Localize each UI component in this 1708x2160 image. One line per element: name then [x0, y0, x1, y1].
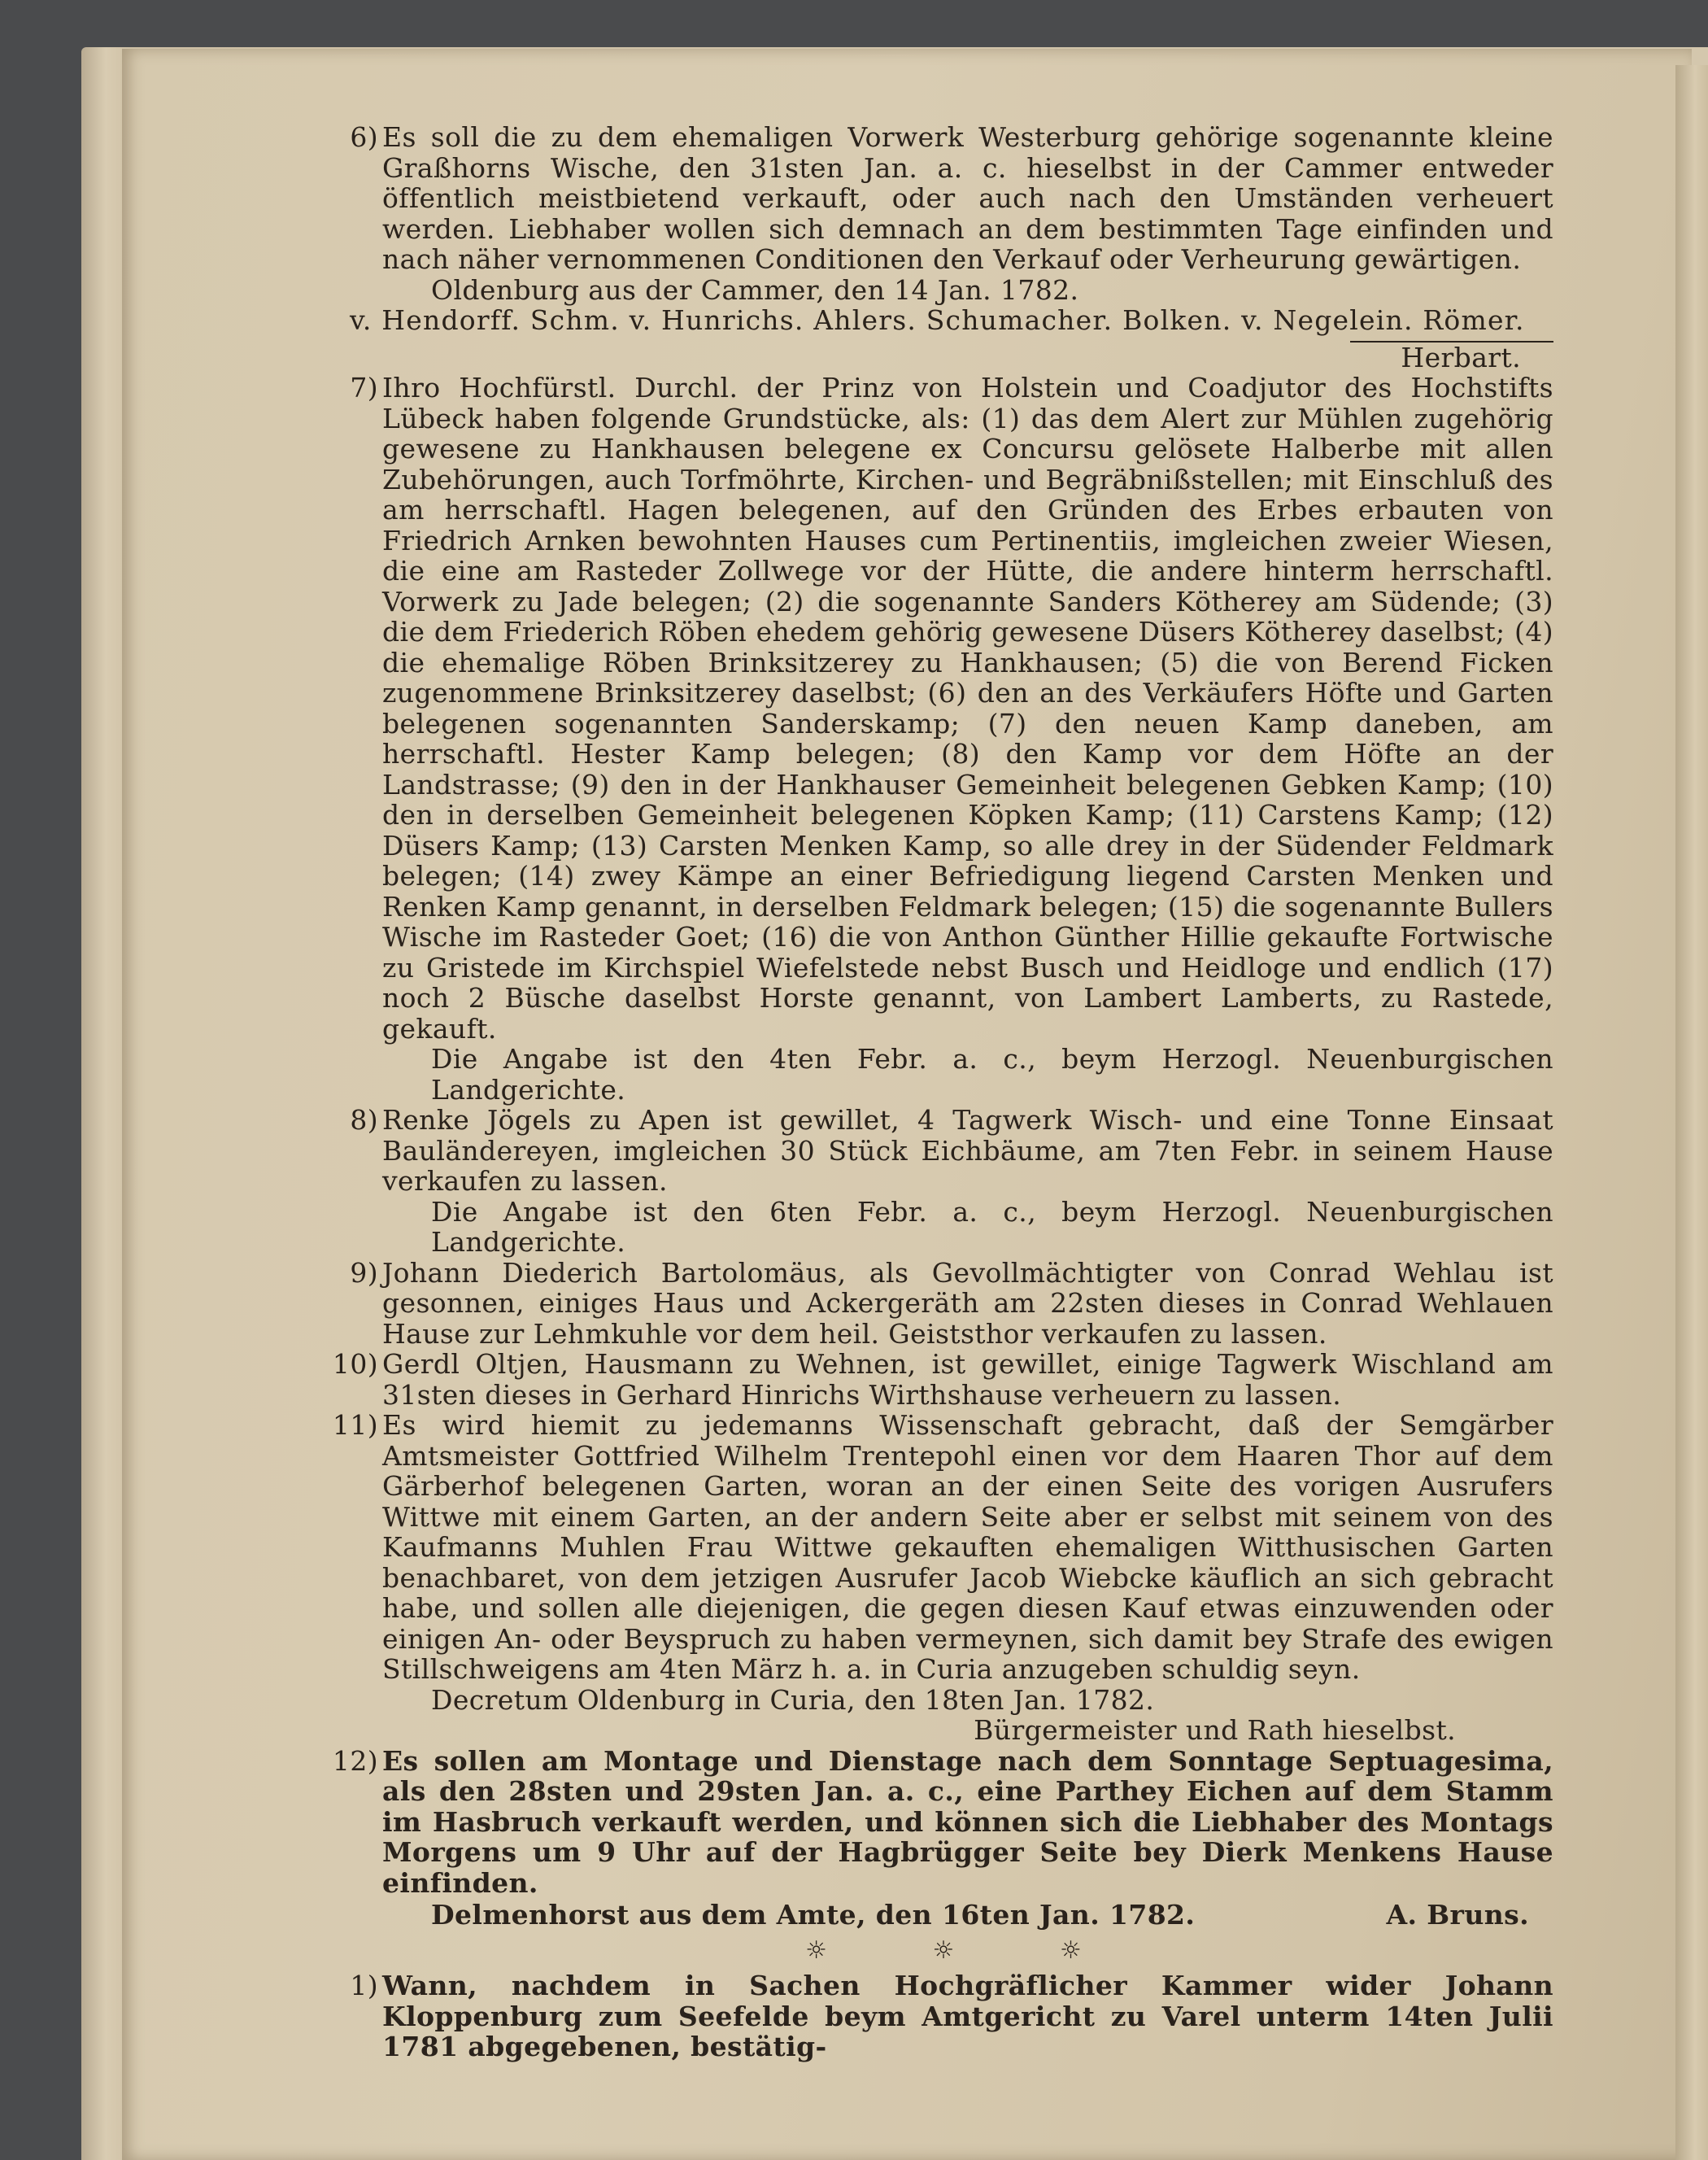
signatures: Bürgermeister und Rath hieselbst.: [974, 1714, 1456, 1746]
entry-place: Delmenhorst aus dem Amte, den 16ten Jan. 1782.: [431, 1899, 1196, 1931]
place-signature-line: [382, 1900, 1553, 1931]
entry-number: 11): [332, 1409, 378, 1441]
entry-number: 9): [350, 1256, 378, 1289]
signatures: A. Bruns.: [1386, 1899, 1529, 1931]
entry-place: Decretum Oldenburg in Curia, den 18ten Jan. 1782.: [431, 1683, 1155, 1716]
entry-text: Ihro Hochfürstl. Durchl. der Prinz von Holstein und Coadjutor des Hochstifts Lübeck haben folgende Grundstücke, als: (1) das dem Alert zur Mühlen zugehörig gewesene zu Hankhausen belegene ex Concursu gelösete Halberbe mit allen Zubehörungen, auch Torfmöhrte, Kirchen- und Begräbnißstellen; mit Einschluß des am herrschaftl. Hagen belegenen, auf den Gründen des Erbes erbauten von Friedrich Arnken bewohnten Hauses cum Pertinentiis, imgleichen zweier Wiesen, die eine am Rasteder Zollwege vor der Hütte, die andere hinterm herrschaftl. Vorwerk zu Jade belegen; (2) die sogenannte Sanders Kötherey am Südende; (3) die dem Friederich Röben ehedem gehörig gewesene Düsers Kötherey daselbst; (4) die ehemalige Röben Brinksitzerey zu Hankhausen; (5) die von Berend Ficken zugenommene Brinksitzerey daselbst; (6) den an des Verkäufers Höfte und Garten belegenen sogenannten Sanderskamp; (7) den neuen Kamp daneben, am herrschaftl. Hester Kamp belegen; (8) den Kamp vor dem Höfte an der Landstrasse; (9) den in der Hankhauser Gemeinheit belegenen Gebken Kamp; (10) den in derselben Gemeinheit belegenen Köpken Kamp; (11) Carstens Kamp; (12) Düsers Kamp; (13) Carsten Menken Kamp, so alle drey in der Südender Feldmark belegen; (14) zwey Kämpe an einer Befriedigung liegend Carsten Menken und Renken Kamp genannt, in derselben Feldmark belegen; (15) die sogenannte Bullers Wische im Rasteder Goet; (16) die von Anthon Günther Hillie gekaufte Fortwische zu Gristede im Kirchspiel Wiefelstede nebst Busch und Heidloge und endlich (17) noch 2 Büsche daselbst Horste genannt, von Lambert Lamberts, zu Rastede, gekauft.: [382, 372, 1553, 1045]
entry-number: 8): [350, 1104, 378, 1136]
entry-place: Oldenburg aus der Cammer, den 14 Jan. 1782.: [431, 273, 1079, 306]
ornament-stars: ☼ ☼ ☼: [805, 1935, 1131, 1965]
entry-number: 6): [350, 121, 378, 153]
entry-8: [350, 1104, 1553, 1258]
entry-next-section: [350, 1970, 1553, 2062]
entry-9: [350, 1256, 1553, 1350]
entry-7: [350, 372, 1553, 1106]
entry-text: Es sollen am Montage und Dienstage nach dem Sonntage Septuagesima, als den 28sten und 29sten Jan. a. c., eine Parthey Eichen auf dem Stamm im Hasbruch verkauft werden, und können sich die Liebhaber des Montags Morgens um 9 Uhr auf der Hagbrügger Seite bey Dierk Menkens Hause einfinden.: [382, 1744, 1553, 1899]
entry-10: [332, 1348, 1553, 1411]
page-text: [332, 121, 1553, 2062]
entry-angabe: Die Angabe ist den 6ten Febr. a. c., beym Herzogl. Neuenburgischen Landgerichte.: [431, 1195, 1553, 1258]
entry-number: 10): [332, 1348, 378, 1380]
entry-number: 7): [350, 372, 378, 404]
entry-text: Wann, nachdem in Sachen Hochgräflicher Kammer wider Johann Kloppenburg zum Seefelde beym Amtgericht zu Varel unterm 14ten Julii 1781 abgegebenen, bestätig-: [382, 1970, 1553, 2062]
entry-text: Johann Diederich Bartolomäus, als Gevollmächtigter von Conrad Wehlau ist gesonnen, einiges Haus und Ackergeräth am 22sten dieses in Conrad Wehlauen Hause zur Lehmkuhle vor dem heil. Geiststhor verkaufen zu lassen.: [382, 1256, 1553, 1350]
entry-11: [332, 1409, 1553, 1746]
entry-6: [350, 121, 1553, 373]
signature: Herbart.: [1401, 341, 1521, 373]
signatures: v. Hendorff. Schm. v. Hunrichs. Ahlers. Schumacher. Bolken. v. Negelein. Römer.: [350, 304, 1525, 336]
entry-text: Renke Jögels zu Apen ist gewillet, 4 Tagwerk Wisch- und eine Tonne Einsaat Bauländereyen, imgleichen 30 Stück Eichbäume, am 7ten Febr. in seinem Hause verkaufen zu lassen.: [382, 1104, 1553, 1197]
entry-text: Gerdl Oltjen, Hausmann zu Wehnen, ist gewillet, einige Tagwerk Wischland am 31sten dieses in Gerhard Hinrichs Wirthshause verheuern zu lassen.: [382, 1348, 1553, 1411]
entry-number: 1): [350, 1970, 378, 2001]
entry-angabe: Die Angabe ist den 4ten Febr. a. c., beym Herzogl. Neuenburgischen Landgerichte.: [431, 1043, 1553, 1106]
entry-number: 12): [332, 1744, 378, 1777]
entry-text: Es wird hiemit zu jedemanns Wissenschaft gebracht, daß der Semgärber Amtsmeister Gottfried Wilhelm Trentepohl einen vor dem Haaren Thor auf dem Gärberhof belegenen Garten, woran an der einen Seite des vorigen Ausrufers Wittwe mit einem Garten, an der andern Seite aber er selbst mit seinem von des Kaufmanns Muhlen Frau Wittwe gekauften ehemaligen Witthusischen Garten benachbaret, von dem jetzigen Ausrufer Jacob Wiebcke käuflich an sich gebracht habe, und sollen alle diejenigen, die gegen diesen Kauf etwas einzuwenden oder einigen An- oder Beyspruch zu haben vermeynen, sich damit bey Strafe des ewigen Stillschweigens am 4ten März h. a. in Curia anzugeben schuldig seyn.: [382, 1409, 1553, 1685]
next-page-edge: [1675, 65, 1708, 2160]
entry-text: Es soll die zu dem ehemaligen Vorwerk Westerburg gehörige sogenannte kleine Graßhorns Wische, den 31sten Jan. a. c. hieselbst in der Cammer entweder öffentlich meistbietend verkauft, oder auch nach den Umständen verheuert werden. Liebhaber wollen sich demnach an dem bestimmten Tage einfinden und nach näher vernommenen Conditionen den Verkauf oder Verheurung gewärtigen.: [382, 121, 1553, 275]
entry-12: [332, 1744, 1553, 1931]
